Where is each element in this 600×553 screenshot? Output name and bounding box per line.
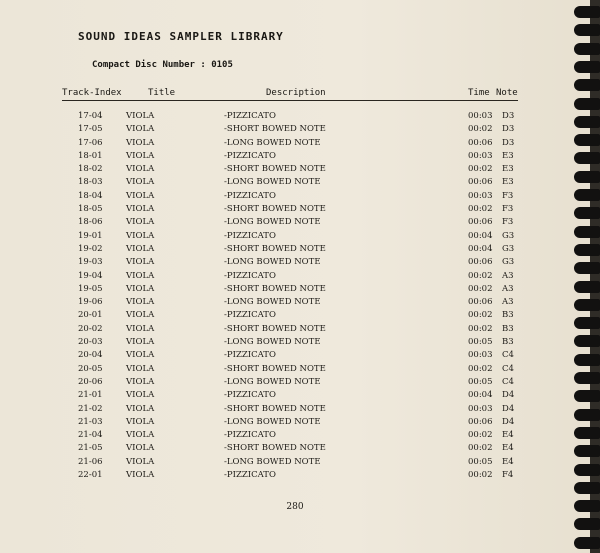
title-cell: VIOLA [126,456,155,467]
time-cell: 00:02 [468,430,493,441]
time-cell: 00:02 [468,124,493,135]
description-cell: -PIZZICATO [224,190,276,201]
binding-coil [574,482,600,494]
binding-coil [574,518,600,530]
time-cell: 00:02 [468,164,493,175]
note-cell: B3 [502,323,514,334]
binding-coil [574,134,600,146]
description-cell: -PIZZICATO [224,470,276,481]
time-cell: 00:02 [468,363,493,374]
table-row [62,244,520,257]
binding-coil [574,390,600,402]
table-row [62,390,520,403]
note-cell: D3 [502,137,515,148]
title-cell: VIOLA [126,257,155,268]
title-cell: VIOLA [126,390,155,401]
time-cell: 00:02 [468,323,493,334]
time-cell: 00:06 [468,137,493,148]
time-cell: 00:02 [468,204,493,215]
binding-coil [574,537,600,549]
binding-coil [574,409,600,421]
table-row [62,430,520,443]
track-index-cell: 21-01 [78,390,103,401]
track-index-cell: 19-01 [78,230,103,241]
time-cell: 00:06 [468,416,493,427]
table-row [62,177,520,190]
track-index-cell: 18-01 [78,150,103,161]
track-index-cell: 21-03 [78,416,103,427]
track-index-cell: 19-06 [78,297,103,308]
note-cell: D4 [502,390,515,401]
description-cell: -PIZZICATO [224,350,276,361]
table-row [62,164,520,177]
description-cell: -LONG BOWED NOTE [224,337,321,348]
description-cell: -SHORT BOWED NOTE [224,164,326,175]
binding-coil [574,262,600,274]
binding-coil [574,6,600,18]
binding-coil [574,244,600,256]
binding-coil [574,299,600,311]
title-cell: VIOLA [126,337,155,348]
binding-coil [574,317,600,329]
binding-coil [574,116,600,128]
title-cell: VIOLA [126,137,155,148]
note-cell: E4 [502,456,514,467]
track-index-cell: 20-02 [78,323,103,334]
time-cell: 00:03 [468,190,493,201]
title-cell: VIOLA [126,204,155,215]
track-index-cell: 17-05 [78,124,103,135]
time-cell: 00:03 [468,350,493,361]
time-cell: 00:02 [468,443,493,454]
time-cell: 00:05 [468,376,493,387]
time-cell: 00:06 [468,217,493,228]
title-cell: VIOLA [126,323,155,334]
time-cell: 00:03 [468,150,493,161]
title-cell: VIOLA [126,430,155,441]
title-cell: VIOLA [126,217,155,228]
title-cell: VIOLA [126,363,155,374]
note-cell: C4 [502,363,514,374]
table-row [62,217,520,230]
track-list [62,111,520,483]
title-cell: VIOLA [126,124,155,135]
note-cell: B3 [502,310,514,321]
binding-coil [574,281,600,293]
title-cell: VIOLA [126,470,155,481]
description-cell: -LONG BOWED NOTE [224,416,321,427]
time-cell: 00:02 [468,470,493,481]
table-row [62,324,520,337]
description-cell: -PIZZICATO [224,230,276,241]
note-cell: E3 [502,164,514,175]
title-cell: VIOLA [126,243,155,254]
description-cell: -SHORT BOWED NOTE [224,243,326,254]
note-cell: F3 [502,190,514,201]
time-cell: 00:03 [468,111,493,121]
binding-coil [574,189,600,201]
track-index-cell: 18-06 [78,217,103,228]
description-cell: -PIZZICATO [224,111,276,121]
note-cell: G3 [502,257,515,268]
binding-coil [574,427,600,439]
title-cell: VIOLA [126,111,155,121]
time-cell: 00:04 [468,390,493,401]
title-cell: VIOLA [126,416,155,427]
page-number: 280 [286,502,304,512]
description-cell: -PIZZICATO [224,430,276,441]
binding-coil [574,335,600,347]
track-index-cell: 19-02 [78,243,103,254]
binding-coil [574,24,600,36]
compact-disc-number: Compact Disc Number : 0105 [92,60,233,70]
time-cell: 00:03 [468,403,493,414]
note-cell: E4 [502,443,514,454]
binding-coil [574,354,600,366]
binding-coil [574,171,600,183]
note-cell: F3 [502,217,514,228]
header-description: Description [266,88,326,98]
note-cell: G3 [502,243,515,254]
note-cell: F3 [502,204,514,215]
time-cell: 00:05 [468,456,493,467]
header-note: Note [496,88,518,98]
title-cell: VIOLA [126,270,155,281]
library-title: SOUND IDEAS SAMPLER LIBRARY [78,30,284,43]
note-cell: A3 [502,297,514,308]
track-index-cell: 18-03 [78,177,103,188]
table-row [62,151,520,164]
description-cell: -LONG BOWED NOTE [224,376,321,387]
time-cell: 00:04 [468,243,493,254]
binding-coil [574,61,600,73]
title-cell: VIOLA [126,230,155,241]
title-cell: VIOLA [126,190,155,201]
note-cell: D4 [502,403,515,414]
note-cell: E3 [502,150,514,161]
table-row [62,470,520,483]
table-row [62,457,520,470]
title-cell: VIOLA [126,283,155,294]
track-index-cell: 19-05 [78,283,103,294]
description-cell: -LONG BOWED NOTE [224,137,321,148]
description-cell: -SHORT BOWED NOTE [224,204,326,215]
note-cell: C4 [502,350,514,361]
description-cell: -SHORT BOWED NOTE [224,124,326,135]
binding-coil [574,464,600,476]
time-cell: 00:05 [468,337,493,348]
description-cell: -SHORT BOWED NOTE [224,403,326,414]
description-cell: -PIZZICATO [224,270,276,281]
description-cell: -SHORT BOWED NOTE [224,323,326,334]
track-index-cell: 18-02 [78,164,103,175]
time-cell: 00:06 [468,177,493,188]
binding-coil [574,79,600,91]
table-row [62,204,520,217]
table-row [62,377,520,390]
description-cell: -PIZZICATO [224,310,276,321]
header-track-index: Track-Index [62,88,122,98]
table-row [62,443,520,456]
table-row [62,284,520,297]
time-cell: 00:04 [468,230,493,241]
title-cell: VIOLA [126,350,155,361]
track-index-cell: 20-03 [78,337,103,348]
binding-coil [574,43,600,55]
table-row [62,337,520,350]
title-cell: VIOLA [126,310,155,321]
note-cell: D3 [502,111,515,121]
table-row [62,364,520,377]
track-index-cell: 18-05 [78,204,103,215]
track-index-cell: 21-06 [78,456,103,467]
title-cell: VIOLA [126,297,155,308]
title-cell: VIOLA [126,150,155,161]
table-row [62,271,520,284]
binding-coil [574,152,600,164]
track-index-cell: 20-05 [78,363,103,374]
binding-coil [574,372,600,384]
binding-coil [574,500,600,512]
note-cell: B3 [502,337,514,348]
table-row [62,191,520,204]
description-cell: -SHORT BOWED NOTE [224,283,326,294]
title-cell: VIOLA [126,177,155,188]
time-cell: 00:06 [468,297,493,308]
description-cell: -PIZZICATO [224,150,276,161]
time-cell: 00:02 [468,310,493,321]
track-index-cell: 20-01 [78,310,103,321]
track-index-cell: 22-01 [78,470,103,481]
note-cell: A3 [502,270,514,281]
title-cell: VIOLA [126,403,155,414]
header-title: Title [148,88,176,98]
note-cell: E4 [502,430,514,441]
table-row [62,417,520,430]
track-index-cell: 18-04 [78,190,103,201]
table-row [62,404,520,417]
binding-coil [574,98,600,110]
track-index-cell: 21-04 [78,430,103,441]
track-index-cell: 17-06 [78,137,103,148]
table-row [62,124,520,137]
description-cell: -LONG BOWED NOTE [224,257,321,268]
note-cell: A3 [502,283,514,294]
note-cell: E3 [502,177,514,188]
note-cell: C4 [502,376,514,387]
note-cell: F4 [502,470,514,481]
track-index-cell: 20-04 [78,350,103,361]
track-index-cell: 17-04 [78,111,103,121]
table-row [62,138,520,151]
description-cell: -LONG BOWED NOTE [224,456,321,467]
note-cell: D3 [502,124,515,135]
header-time: Time [468,88,490,98]
time-cell: 00:06 [468,257,493,268]
table-header [62,88,520,100]
description-cell: -PIZZICATO [224,390,276,401]
table-row [62,310,520,323]
title-cell: VIOLA [126,376,155,387]
table-row [62,111,520,124]
description-cell: -SHORT BOWED NOTE [224,363,326,374]
binding-coil [574,207,600,219]
track-index-cell: 19-03 [78,257,103,268]
time-cell: 00:02 [468,283,493,294]
title-cell: VIOLA [126,164,155,175]
description-cell: -SHORT BOWED NOTE [224,443,326,454]
description-cell: -LONG BOWED NOTE [224,297,321,308]
binding-coil [574,226,600,238]
track-index-cell: 19-04 [78,270,103,281]
note-cell: G3 [502,230,515,241]
description-cell: -LONG BOWED NOTE [224,177,321,188]
track-index-cell: 20-06 [78,376,103,387]
header-divider [62,100,518,101]
track-index-cell: 21-02 [78,403,103,414]
table-row [62,257,520,270]
table-row [62,297,520,310]
table-row [62,231,520,244]
time-cell: 00:02 [468,270,493,281]
track-index-cell: 21-05 [78,443,103,454]
description-cell: -LONG BOWED NOTE [224,217,321,228]
binding-coil [574,445,600,457]
note-cell: D4 [502,416,515,427]
title-cell: VIOLA [126,443,155,454]
table-row [62,350,520,363]
